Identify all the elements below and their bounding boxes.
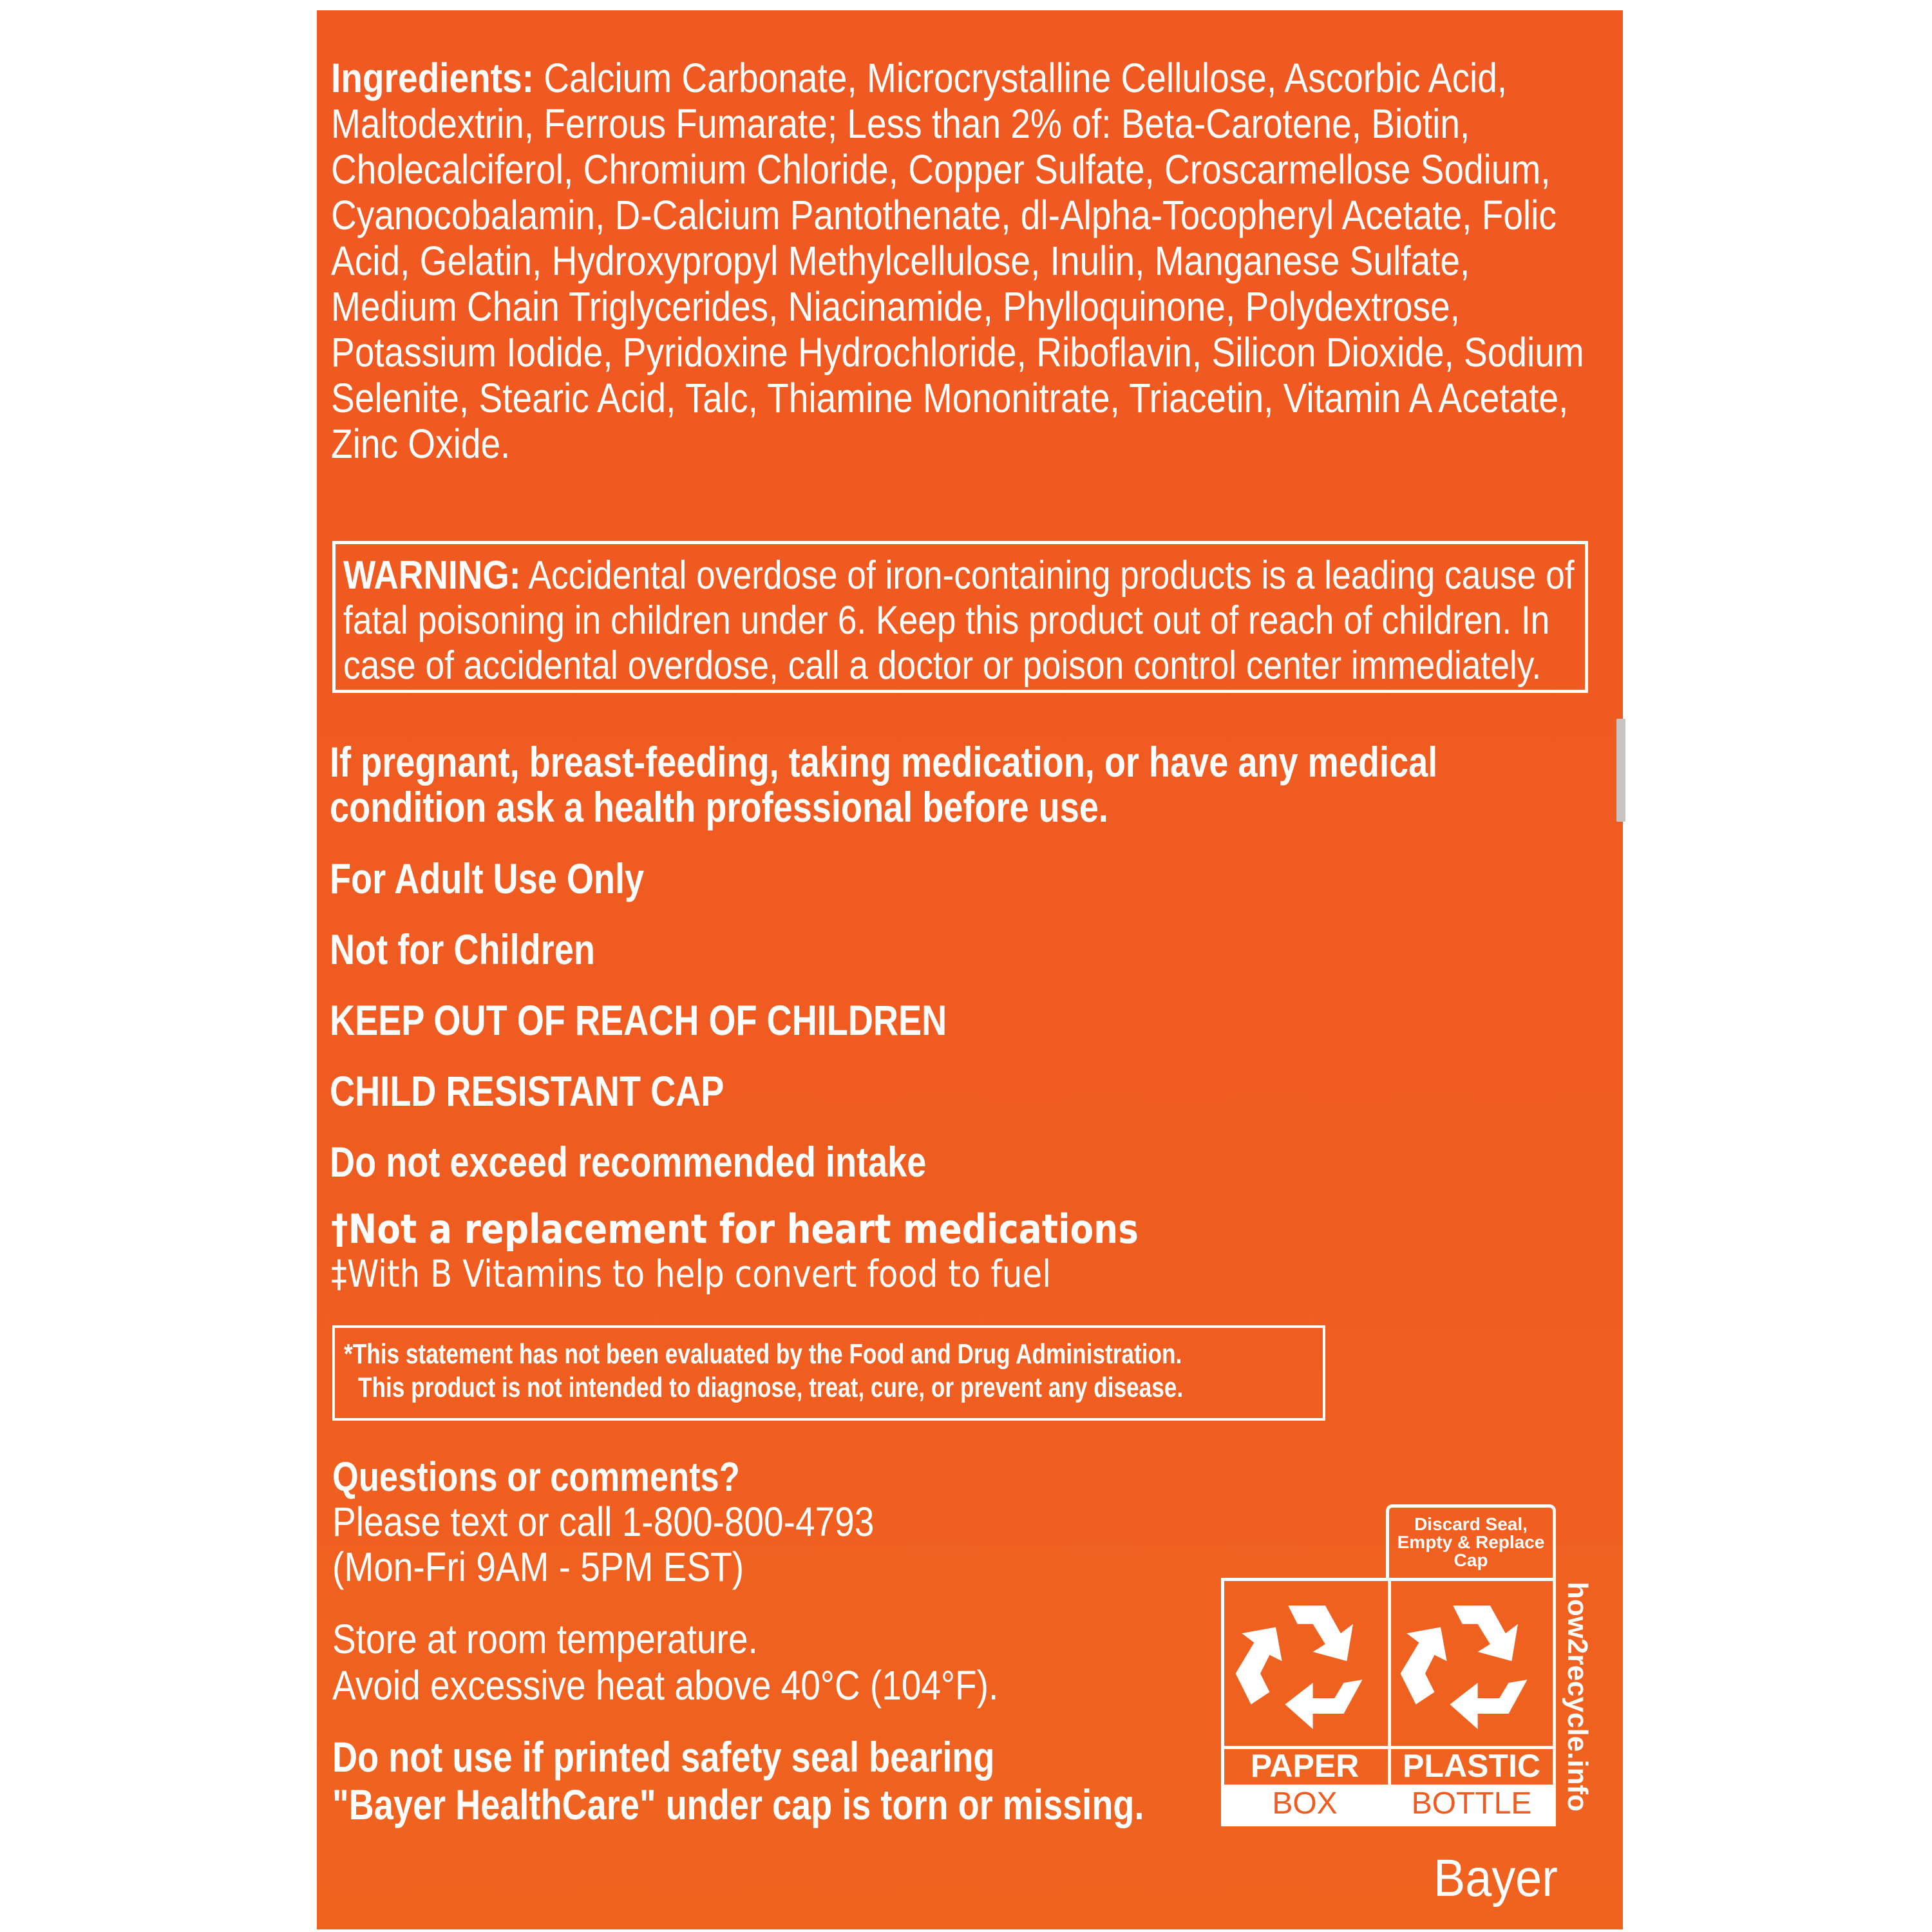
recycle-icon bbox=[1394, 1590, 1549, 1745]
storage-line-2: Avoid excessive heat above 40°C (104°F). bbox=[332, 1662, 999, 1709]
warning-paragraph bbox=[343, 553, 1584, 688]
plastic-material-label: PLASTIC bbox=[1403, 1748, 1540, 1784]
not-for-children-notice: Not for Children bbox=[330, 925, 595, 973]
paper-material-label: PAPER bbox=[1250, 1748, 1359, 1784]
b-vitamins-footnote: ‡With B Vitamins to help convert food to fuel bbox=[331, 1252, 1052, 1296]
child-resistant-cap-notice: CHILD RESISTANT CAP bbox=[330, 1067, 724, 1115]
keep-out-of-reach-notice: KEEP OUT OF REACH OF CHILDREN bbox=[330, 996, 947, 1044]
contact-phone-line: Please text or call 1-800-800-4793 bbox=[332, 1499, 875, 1545]
recycle-icon bbox=[1229, 1590, 1384, 1745]
how2recycle-label bbox=[1221, 1578, 1556, 1826]
contact-hours-line: (Mon-Fri 9AM - 5PM EST) bbox=[332, 1544, 744, 1590]
warning-text: Accidental overdose of iron-containing products is a leading cause of fatal poisoning in children under 6. Keep this product out of reach of children. In case of accidental overdose, call a doctor or poison control center immediately. bbox=[343, 553, 1575, 688]
intake-notice: Do not exceed recommended intake bbox=[330, 1138, 927, 1186]
heart-medication-footnote: †Not a replacement for heart medications bbox=[331, 1206, 1139, 1253]
safety-seal-line-2: "Bayer HealthCare" under cap is torn or missing. bbox=[332, 1781, 1144, 1828]
ingredients-text: Calcium Carbonate, Microcrystalline Cellulose, Ascorbic Acid, Maltodextrin, Ferrous Fumarate; Less than 2% of: Beta-Carotene, Biotin, Cholecalciferol, Chromium Chloride, Copper Sulfate, Croscarmellose Sodium, Cyanocobalamin, D-Calcium Pantothenate, dl-Alpha-Tocopheryl Acetate, Folic Acid, Gelatin, Hydroxypropyl Methylcellulose, Inulin, Manganese Sulfate, Medium Chain Triglycerides, Niacinamide, Phylloquinone, Polydextrose, Potassium Iodide, Pyridoxine Hydrochloride, Riboflavin, Silicon Dioxide, Sodium Selenite, Stearic Acid, Talc, Thiamine Mononitrate, Triacetin, Vitamin A Acetate, Zinc Oxide. bbox=[331, 55, 1584, 467]
fda-disclaimer-box bbox=[332, 1325, 1325, 1421]
how2recycle-website: how2recycle.info bbox=[1562, 1582, 1593, 1812]
ingredients-paragraph bbox=[331, 55, 1594, 467]
fda-disclaimer-line-1: *This statement has not been evaluated by the Food and Drug Administration. bbox=[344, 1338, 1182, 1370]
storage-line-1: Store at room temperature. bbox=[332, 1616, 758, 1662]
box-item-label: BOX bbox=[1272, 1786, 1338, 1821]
safety-seal-line-1: Do not use if printed safety seal bearing bbox=[332, 1733, 995, 1781]
questions-heading: Questions or comments? bbox=[332, 1454, 740, 1500]
warning-label: WARNING: bbox=[343, 553, 521, 598]
iron-warning-box bbox=[332, 541, 1588, 693]
package-edge bbox=[1616, 719, 1625, 822]
product-label-panel bbox=[317, 10, 1623, 1929]
pregnancy-notice: If pregnant, breast-feeding, taking medication, or have any medical condition ask a health professional before use. bbox=[330, 738, 1438, 831]
adult-use-notice: For Adult Use Only bbox=[330, 855, 645, 902]
fda-disclaimer-line-2: This product is not intended to diagnose, treat, cure, or prevent any disease. bbox=[358, 1372, 1184, 1403]
discard-instructions: Discard Seal, Empty & Replace Cap bbox=[1386, 1504, 1556, 1578]
ingredients-label: Ingredients: bbox=[331, 55, 534, 101]
brand-logo-text: Bayer bbox=[1434, 1849, 1558, 1908]
bottle-item-label: BOTTLE bbox=[1411, 1786, 1532, 1821]
